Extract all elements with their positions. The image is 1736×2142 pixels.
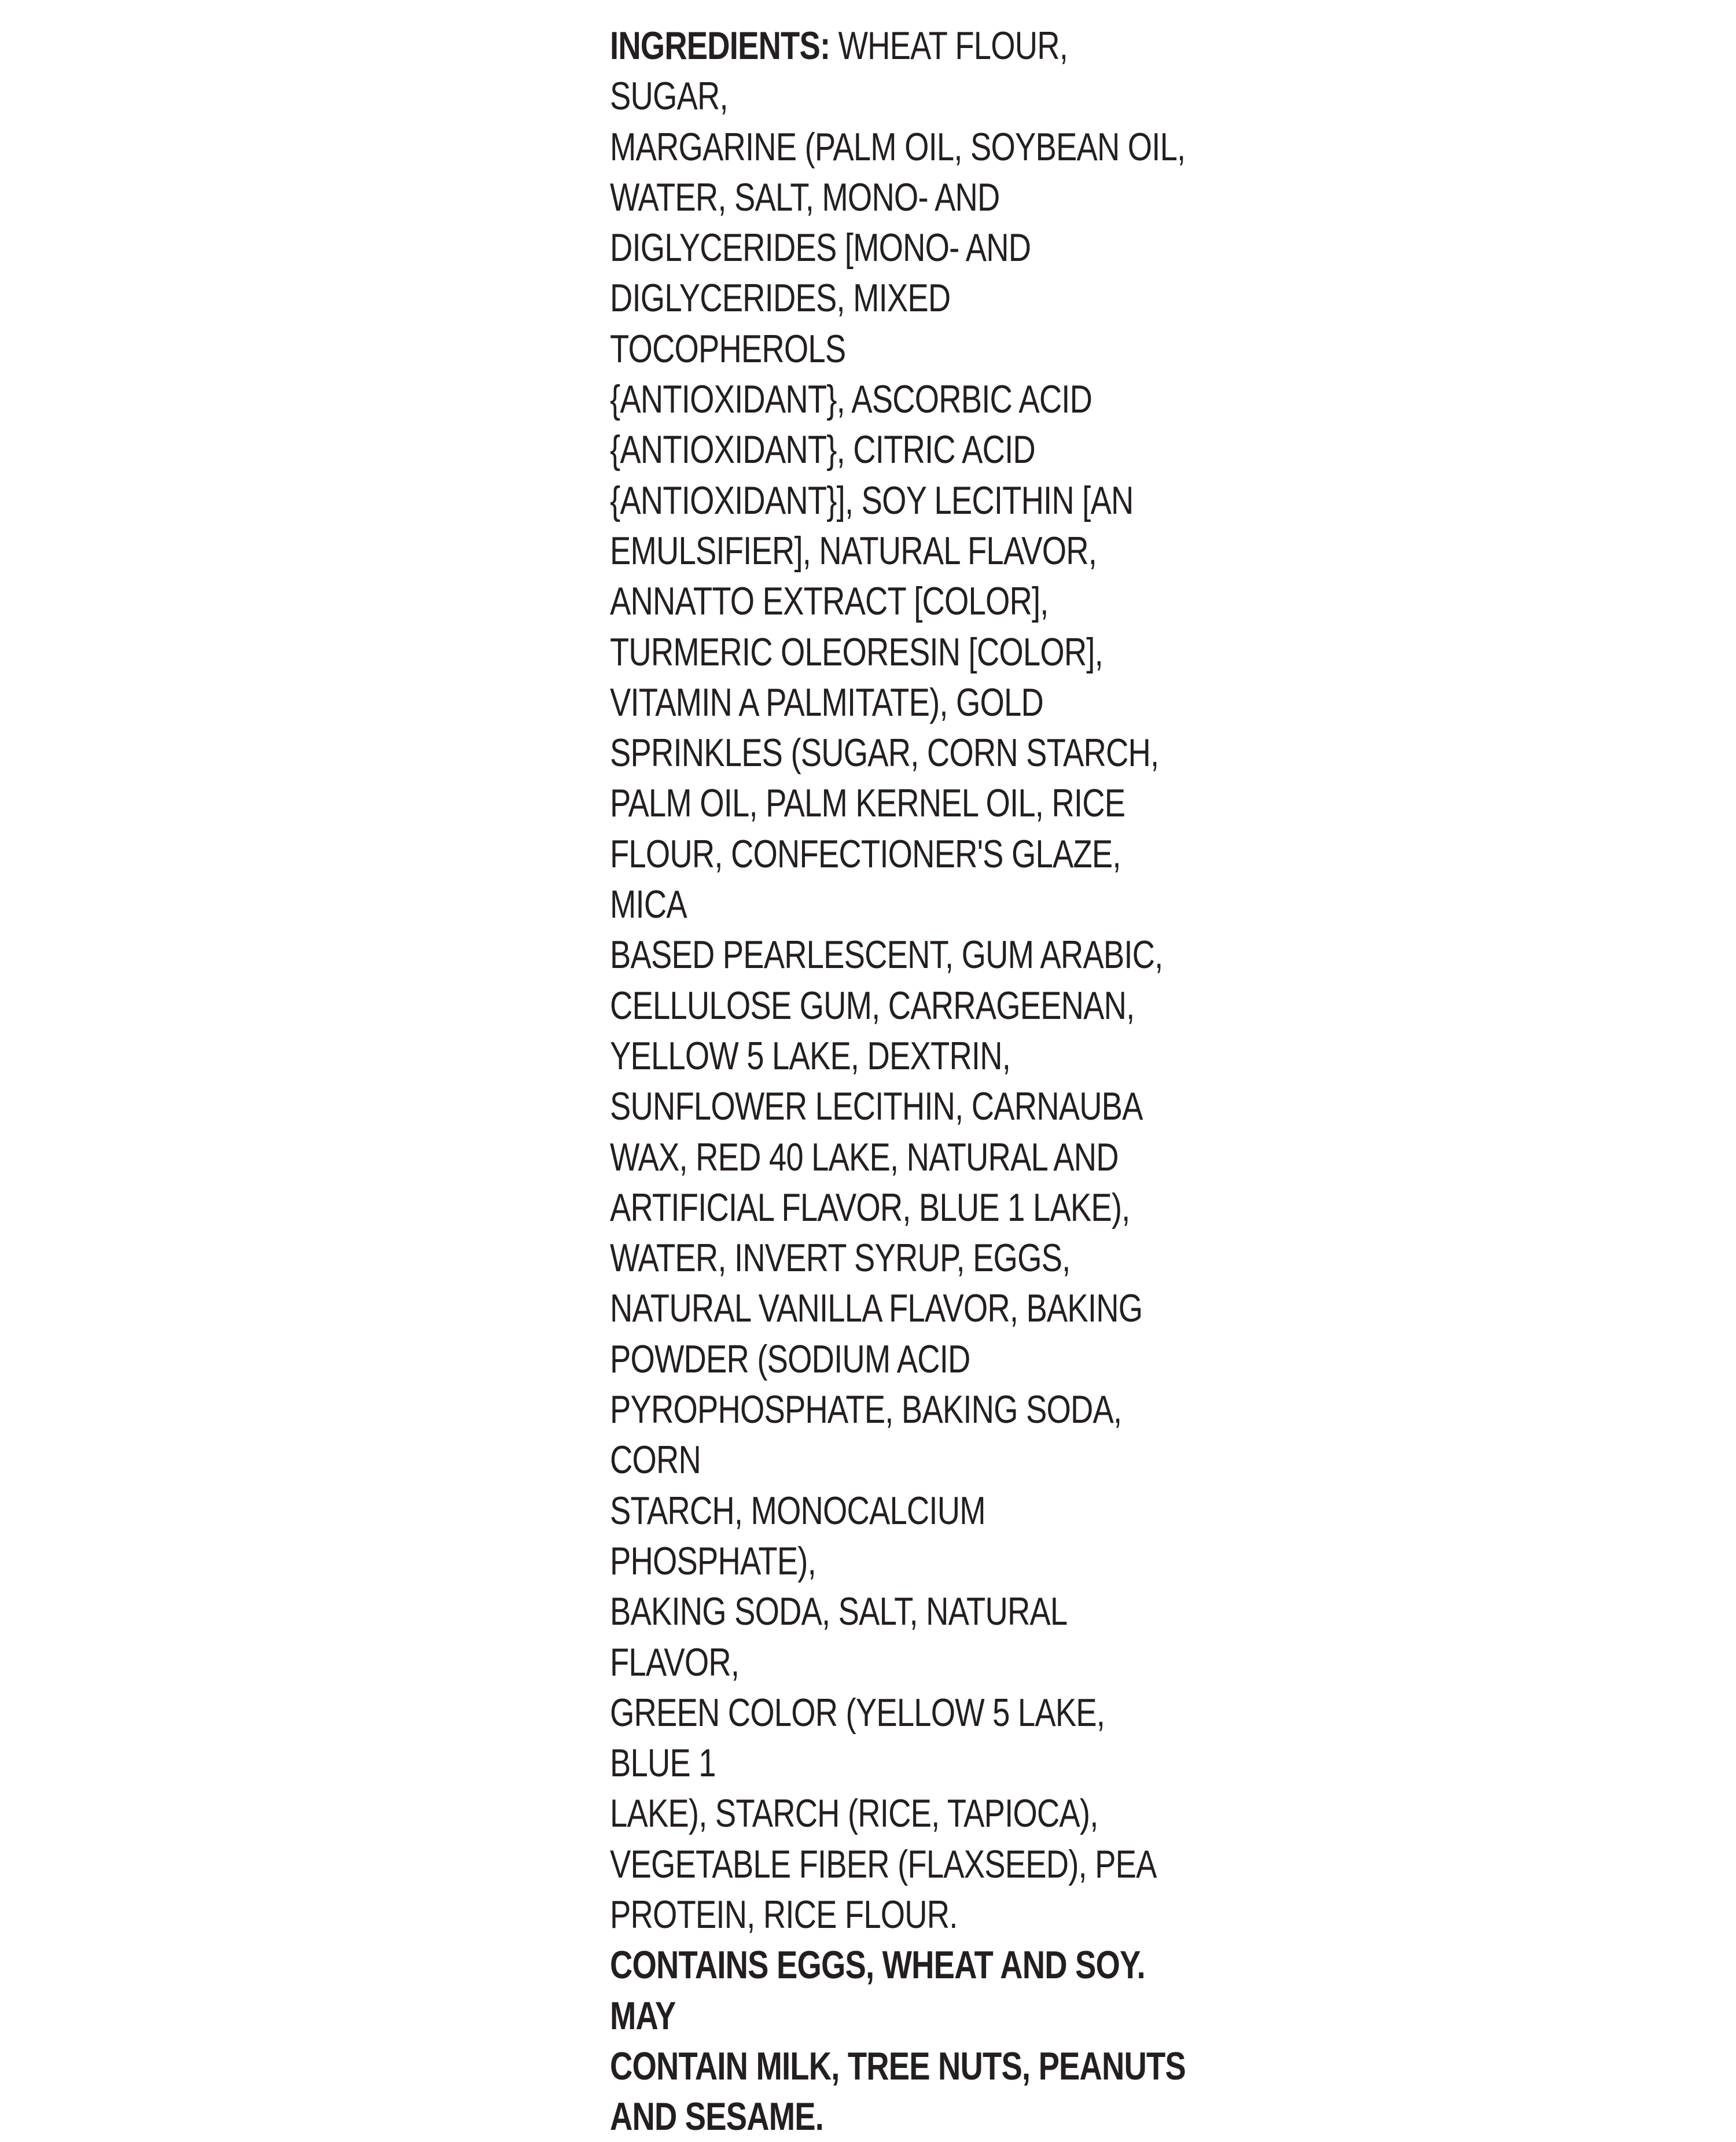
ingredients-line: TURMERIC OLEORESIN [COLOR], xyxy=(610,630,1103,674)
ingredients-line: MARGARINE (PALM OIL, SOYBEAN OIL, xyxy=(610,124,1186,169)
allergen-line: AND SESAME. xyxy=(610,2095,824,2139)
ingredients-statement xyxy=(610,21,1189,1940)
ingredients-line: VEGETABLE FIBER (FLAXSEED), PEA xyxy=(610,1842,1157,1886)
ingredients-line: FLOUR, CONFECTIONER'S GLAZE, MICA xyxy=(610,831,1121,927)
ingredients-line: NATURAL VANILLA FLAVOR, BAKING xyxy=(610,1286,1143,1331)
ingredients-line: EMULSIFIER], NATURAL FLAVOR, xyxy=(610,528,1097,573)
ingredients-line: ARTIFICIAL FLAVOR, BLUE 1 LAKE), xyxy=(610,1185,1130,1230)
ingredients-line: PALM OIL, PALM KERNEL OIL, RICE xyxy=(610,781,1126,826)
ingredients-line: CELLULOSE GUM, CARRAGEENAN, xyxy=(610,983,1135,1028)
ingredients-line: BAKING SODA, SALT, NATURAL FLAVOR, xyxy=(610,1589,1066,1684)
ingredients-line: GREEN COLOR (YELLOW 5 LAKE, BLUE 1 xyxy=(610,1690,1105,1786)
allergen-line: CONTAINS EGGS, WHEAT AND SOY. MAY xyxy=(610,1943,1145,2038)
allergen-statement xyxy=(610,1940,1189,2142)
ingredients-line: STARCH, MONOCALCIUM PHOSPHATE), xyxy=(610,1488,985,1583)
ingredients-line: PYROPHOSPHATE, BAKING SODA, CORN xyxy=(610,1387,1122,1482)
ingredients-line: YELLOW 5 LAKE, DEXTRIN, xyxy=(610,1033,1011,1078)
ingredients-line: SUNFLOWER LECITHIN, CARNAUBA xyxy=(610,1084,1143,1129)
ingredients-line: WHEAT FLOUR, SUGAR, xyxy=(610,24,1068,119)
ingredients-line: SPRINKLES (SUGAR, CORN STARCH, xyxy=(610,731,1159,775)
ingredients-line: DIGLYCERIDES, MIXED TOCOPHEROLS xyxy=(610,276,951,371)
ingredients-line: VITAMIN A PALMITATE), GOLD xyxy=(610,680,1043,724)
ingredients-line: {ANTIOXIDANT}, ASCORBIC ACID xyxy=(610,377,1093,422)
ingredients-line: POWDER (SODIUM ACID xyxy=(610,1337,970,1381)
ingredients-line: WATER, INVERT SYRUP, EGGS, xyxy=(610,1236,1071,1280)
ingredients-line: {ANTIOXIDANT}], SOY LECITHIN [AN xyxy=(610,478,1134,522)
ingredients-line: BASED PEARLESCENT, GUM ARABIC, xyxy=(610,933,1163,977)
ingredients-line: LAKE), STARCH (RICE, TAPIOCA), xyxy=(610,1791,1098,1836)
ingredients-line: DIGLYCERIDES [MONO- AND xyxy=(610,226,1031,270)
ingredients-line: {ANTIOXIDANT}, CITRIC ACID xyxy=(610,428,1035,472)
ingredients-heading: INGREDIENTS: xyxy=(610,24,830,68)
ingredients-line: WAX, RED 40 LAKE, NATURAL AND xyxy=(610,1135,1119,1179)
ingredients-list xyxy=(610,24,1185,1937)
ingredients-line: ANNATTO EXTRACT [COLOR], xyxy=(610,579,1049,624)
ingredients-panel xyxy=(610,21,1186,2139)
ingredients-line: WATER, SALT, MONO- AND xyxy=(610,175,1000,219)
allergen-line: CONTAIN MILK, TREE NUTS, PEANUTS xyxy=(610,2044,1186,2088)
ingredients-line: PROTEIN, RICE FLOUR. xyxy=(610,1892,958,1937)
